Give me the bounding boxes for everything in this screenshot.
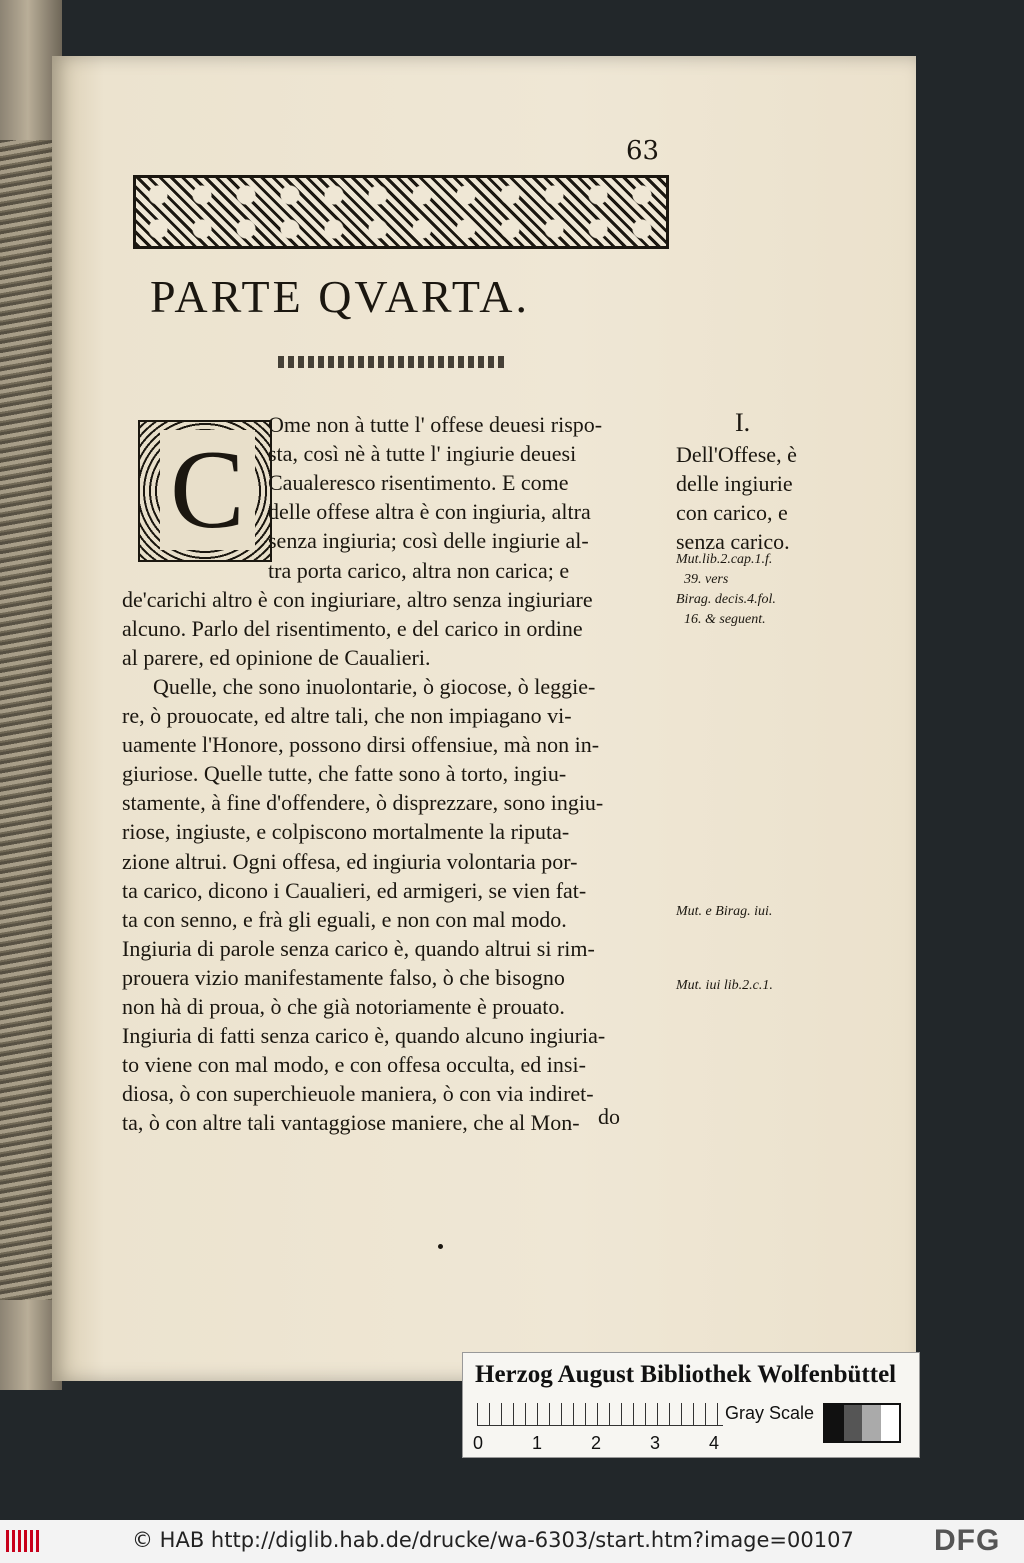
margin-heading-line: delle ingiurie [676, 471, 793, 496]
text-line: Quelle, che sono inuolontarie, ò giocose, ò leggie- [153, 673, 596, 699]
margin-heading-line: Dell'Offese, è [676, 442, 797, 467]
color-calibration-bar [462, 1352, 920, 1458]
source-url[interactable]: © HAB http://diglib.hab.de/drucke/wa-6303/start.htm?image=00107 [132, 1528, 854, 1552]
viewer-footer [0, 1520, 1024, 1563]
text-line: tra porta carico, altra non carica; e [268, 557, 570, 583]
text-line: stamente, à fine d'offendere, ò disprezzare, sono ingiu- [122, 790, 604, 816]
text-line: al parere, ed opinione de Caualieri. [122, 644, 431, 670]
text-line: Ingiuria di fatti senza carico è, quando alcuno ingiuria- [122, 1023, 606, 1049]
page-mark [438, 1244, 443, 1249]
margin-section-number: I. [735, 408, 751, 437]
text-line: alcuno. Parlo del risentimento, e del carico in ordine [122, 615, 583, 641]
margin-heading-line: con carico, e [676, 500, 788, 525]
text-line: zione altrui. Ogni offesa, ed ingiuria volontaria por- [122, 848, 578, 874]
text-line: ta carico, dicono i Caualieri, ed armigeri, se vien fat- [122, 877, 587, 903]
ruler-number: 2 [591, 1433, 602, 1453]
ruler-scale [477, 1403, 723, 1426]
page-number: 63 [626, 136, 660, 166]
drop-cap-letter: C [160, 430, 255, 550]
ornamental-rule [278, 356, 508, 368]
ruler-number: 3 [650, 1433, 661, 1453]
gray-scale-chips [823, 1403, 901, 1443]
ruler-number: 4 [709, 1433, 720, 1453]
margin-heading-line: senza carico. [676, 529, 790, 554]
text-line: delle offese altra è con ingiuria, altra [268, 499, 591, 525]
text-line: prouera vizio manifestamente falso, ò che bisogno [122, 964, 565, 990]
margin-note: Mut. iui lib.2.c.1. [676, 978, 773, 993]
margin-note: 39. vers [684, 572, 729, 587]
text-line: Caualeresco risentimento. E come [268, 470, 569, 496]
page-title: PARTE QVARTA. [150, 271, 530, 322]
text-line: ta con senno, e frà gli eguali, e non con mal modo. [122, 906, 567, 932]
text-line: senza ingiuria; così delle ingiurie al- [268, 528, 589, 554]
text-line: Ingiuria di parole senza carico è, quando altrui si rim- [122, 935, 595, 961]
dfg-logo[interactable]: DFG [934, 1524, 1001, 1557]
text-line: re, ò prouocate, ed altre tali, che non impiagano vi- [122, 703, 572, 728]
catchword: do [598, 1104, 620, 1129]
text-line: Ome non à tutte l' offese deuesi rispo- [268, 412, 603, 437]
margin-note: 16. & seguent. [684, 612, 766, 627]
margin-note: Birag. decis.4.fol. [676, 592, 776, 607]
text-line: giuriose. Quelle tutte, che fatte sono à torto, ingiu- [122, 761, 567, 787]
ruler-number: 1 [532, 1433, 543, 1453]
text-line: uamente l'Honore, possono dirsi offensiue, mà non in- [122, 732, 600, 758]
text-line: to viene con mal modo, e con offesa occulta, ed insi- [122, 1052, 586, 1078]
library-name: Herzog August Bibliothek Wolfenbüttel [475, 1361, 897, 1388]
margin-note: Mut.lib.2.cap.1.f. [676, 552, 773, 567]
text-line: diosa, ò con superchieuole maniera, ò con via indiret- [122, 1081, 594, 1107]
text-line: ta, ò con altre tali vantaggiose maniere, che al Mon- [122, 1110, 580, 1136]
ornamental-headband [133, 175, 669, 249]
margin-note: Mut. e Birag. iui. [676, 904, 773, 919]
drop-cap-ornament [138, 420, 272, 562]
ruler-number: 0 [473, 1433, 484, 1453]
engraving-fragment [0, 140, 52, 1300]
gray-scale-label: Gray Scale [725, 1403, 815, 1423]
text-line: sta, così nè à tutte l' ingiurie deuesi [268, 441, 577, 467]
text-line: non hà di proua, ò che già notoriamente è prouato. [122, 994, 565, 1019]
text-line: de'carichi altro è con ingiuriare, altro senza ingiuriare [122, 586, 593, 612]
text-line: riose, ingiuste, e colpiscono mortalmente la riputa- [122, 819, 570, 845]
hab-logo-icon[interactable] [6, 1530, 40, 1552]
